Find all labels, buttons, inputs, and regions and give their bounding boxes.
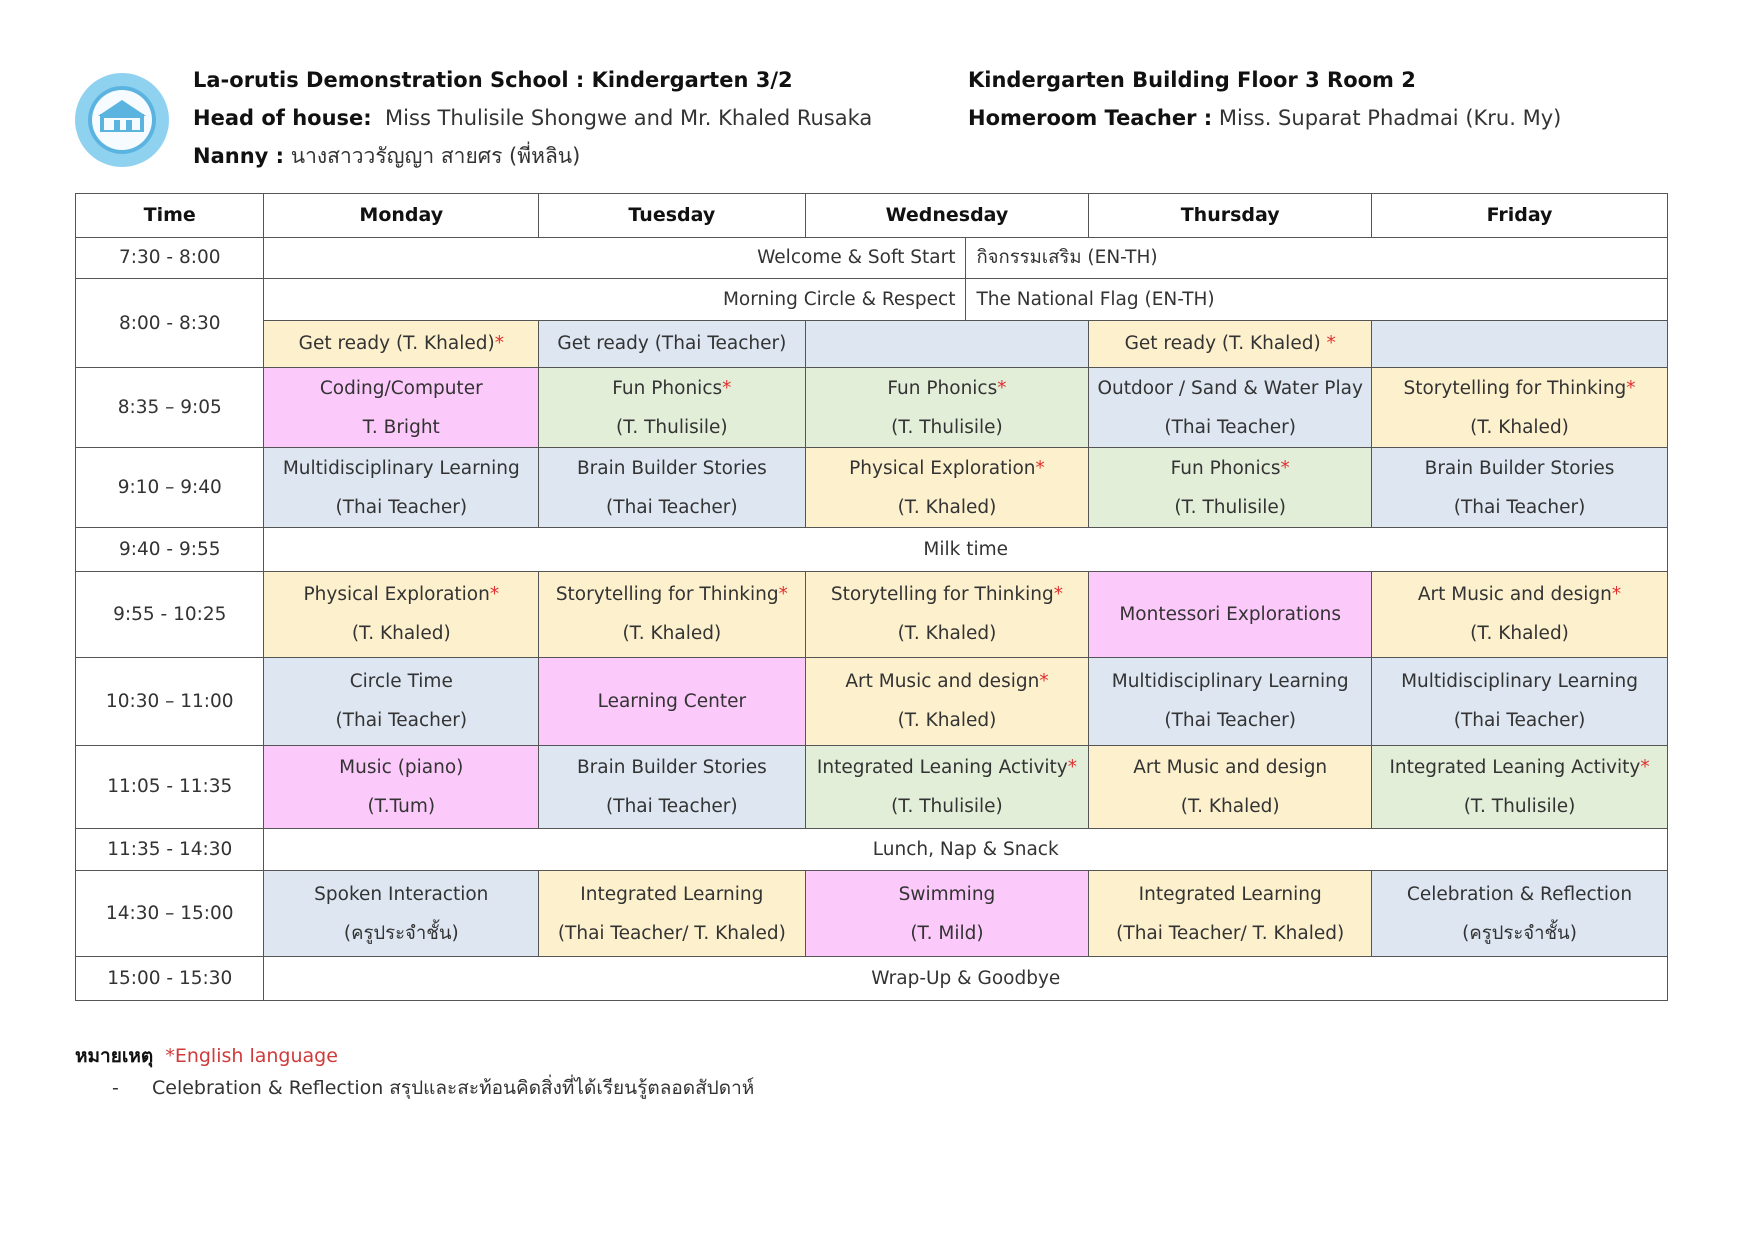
class-cell: Multidisciplinary Learning (Thai Teacher) [264,448,539,528]
building-location: Kindergarten Building Floor 3 Room 2 [968,68,1416,92]
time-cell: 10:30 – 11:00 [76,657,264,745]
time-cell: 15:00 - 15:30 [76,957,264,1001]
class-cell: Fun Phonics* (T. Thulisile) [539,368,806,448]
class-cell: Integrated Leaning Activity* (T. Thulisile) [805,745,1089,828]
welcome-activity-cell [264,237,1668,279]
class-cell: Outdoor / Sand & Water Play (Thai Teacher) [1089,368,1372,448]
class-cell: Music (piano) (T.Tum) [264,745,539,828]
table-row [76,368,1668,448]
homeroom-teacher: Homeroom Teacher : Miss. Suparat Phadmai (Kru. My) [968,106,1562,130]
wrap-up-cell: Wrap-Up & Goodbye [264,957,1668,1001]
lunch-cell: Lunch, Nap & Snack [264,828,1668,871]
class-cell: Art Music and design* (T. Khaled) [805,657,1089,745]
table-row [76,828,1668,871]
empty-cell [805,320,1089,368]
class-cell: Brain Builder Stories (Thai Teacher) [1372,448,1668,528]
col-header-time: Time [76,194,264,238]
milk-time-cell: Milk time [264,528,1668,572]
welcome-soft-start: Welcome & Soft Start [264,238,966,279]
time-cell: 8:00 - 8:30 [76,279,264,368]
class-cell: Integrated Learning (Thai Teacher/ T. Khaled) [1089,871,1372,957]
head-of-house: Head of house: Miss Thulisile Shongwe and Mr. Khaled Rusaka [193,106,873,130]
note-item: - Celebration & Reflection สรุปและสะท้อนคิดสิ่งที่ได้เรียนรู้ตลอดสัปดาห์ [112,1077,755,1099]
col-header-monday: Monday [264,194,539,238]
table-row [76,448,1668,528]
header-row [76,194,1668,238]
table-row [76,871,1668,957]
class-cell: Montessori Explorations [1089,571,1372,657]
class-cell: Coding/Computer T. Bright [264,368,539,448]
school-logo [74,72,170,168]
class-cell: Get ready (Thai Teacher) [539,320,806,368]
class-cell: Art Music and design (T. Khaled) [1089,745,1372,828]
col-header-tuesday: Tuesday [539,194,806,238]
class-cell: Physical Exploration* (T. Khaled) [264,571,539,657]
time-cell: 9:55 - 10:25 [76,571,264,657]
school-title: La-orutis Demonstration School : Kindergarten 3/2 [193,68,793,92]
national-flag: The National Flag (EN-TH) [976,288,1215,310]
empty-cell [1372,320,1668,368]
nanny: Nanny : นางสาววรัญญา สายศร (พี่หลิน) [193,144,581,168]
class-cell: Multidisciplinary Learning (Thai Teacher) [1372,657,1668,745]
class-cell: Storytelling for Thinking* (T. Khaled) [805,571,1089,657]
time-cell: 8:35 – 9:05 [76,368,264,448]
class-cell: Integrated Leaning Activity* (T. Thulisile) [1372,745,1668,828]
time-cell: 14:30 – 15:00 [76,871,264,957]
time-cell: 9:10 – 9:40 [76,448,264,528]
class-cell: Circle Time (Thai Teacher) [264,657,539,745]
class-cell: Celebration & Reflection (ครูประจำชั้น) [1372,871,1668,957]
class-cell: Swimming (T. Mild) [805,871,1089,957]
class-cell: Fun Phonics* (T. Thulisile) [805,368,1089,448]
table-row [76,571,1668,657]
class-cell: Physical Exploration* (T. Khaled) [805,448,1089,528]
extra-activity: กิจกรรมเสริม (EN-TH) [976,247,1158,269]
table-row [76,320,1668,368]
class-cell: Learning Center [539,657,806,745]
table-row [76,745,1668,828]
col-header-thursday: Thursday [1089,194,1372,238]
time-cell: 7:30 - 8:00 [76,237,264,279]
table-row [76,528,1668,572]
morning-circle: Morning Circle & Respect [264,279,966,320]
class-cell: Integrated Learning (Thai Teacher/ T. Khaled) [539,871,806,957]
table-row [76,237,1668,279]
class-cell: Fun Phonics* (T. Thulisile) [1089,448,1372,528]
note-legend: หมายเหตุ *English language [75,1045,338,1067]
class-cell: Get ready (T. Khaled) * [1089,320,1372,368]
class-cell: Get ready (T. Khaled)* [264,320,539,368]
class-cell: Spoken Interaction (ครูประจำชั้น) [264,871,539,957]
table-row [76,279,1668,321]
col-header-friday: Friday [1372,194,1668,238]
table-row [76,657,1668,745]
class-cell: Art Music and design* (T. Khaled) [1372,571,1668,657]
time-cell: 11:35 - 14:30 [76,828,264,871]
timetable [75,193,1668,1001]
time-cell: 11:05 - 11:35 [76,745,264,828]
morning-circle-cell [264,279,1668,321]
class-cell: Brain Builder Stories (Thai Teacher) [539,745,806,828]
class-cell: Storytelling for Thinking* (T. Khaled) [1372,368,1668,448]
table-row [76,957,1668,1001]
time-cell: 9:40 - 9:55 [76,528,264,572]
col-header-wednesday: Wednesday [805,194,1089,238]
class-cell: Multidisciplinary Learning (Thai Teacher) [1089,657,1372,745]
class-cell: Brain Builder Stories (Thai Teacher) [539,448,806,528]
class-cell: Storytelling for Thinking* (T. Khaled) [539,571,806,657]
